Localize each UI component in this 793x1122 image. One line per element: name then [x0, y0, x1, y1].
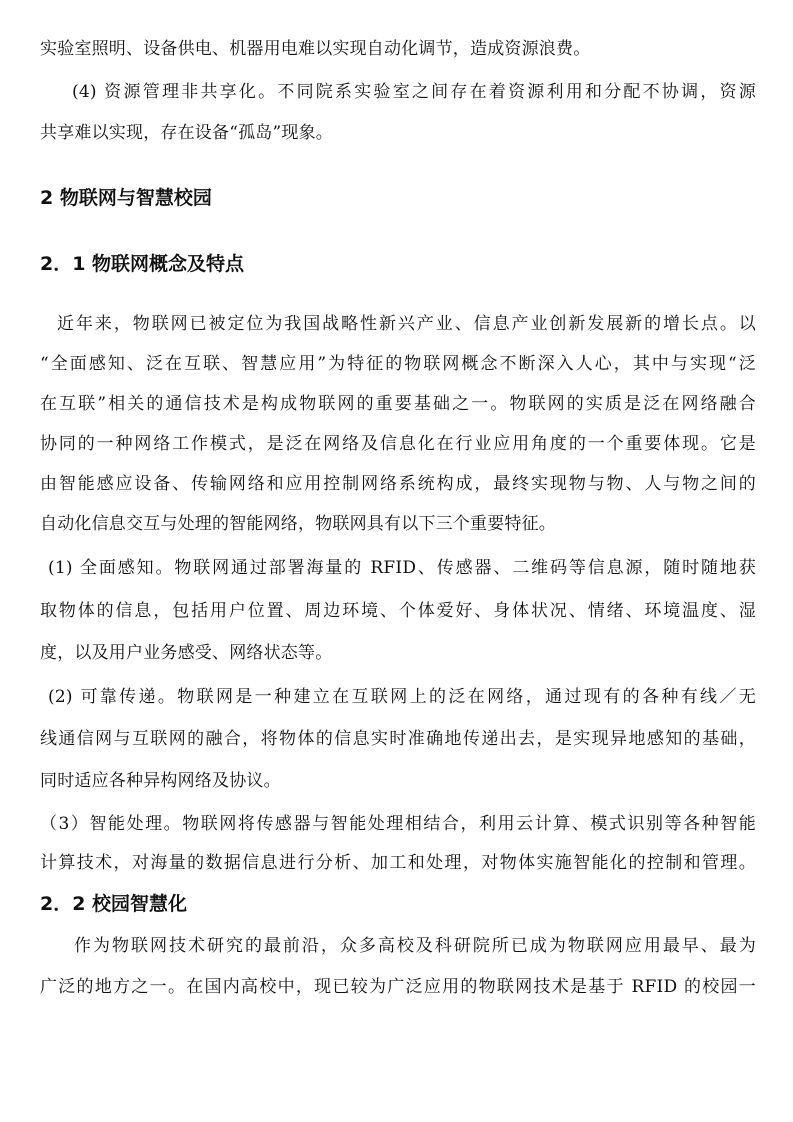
feature-3-line: 计算技术，对海量的数据信息进行分析、加工和处理，对物体实施智能化的控制和管理。 [40, 853, 756, 873]
intro-tail-line: 实验室照明、设备供电、机器用电难以实现自动化调节，造成资源浪费。 [40, 39, 591, 59]
item4-line: 共享难以实现，存在设备“孤岛”现象。 [40, 123, 333, 143]
feature-3-line: （3）智能处理。物联网将传感器与智能处理相结合，利用云计算、模式识别等各种智能 [40, 814, 756, 834]
paragraph-line: 在互联”相关的通信技术是构成物联网的重要基础之一。物联网的实质是泛在网络融合 [40, 394, 756, 414]
feature-1-line: 取物体的信息，包括用户位置、周边环境、个体爱好、身体状况、情绪、环境温度、湿 [40, 601, 756, 621]
feature-1-line: 度，以及用户业务感受、网络状态等。 [40, 643, 333, 663]
paragraph-line: 近年来，物联网已被定位为我国战略性新兴产业、信息产业创新发展新的增长点。以 [57, 314, 756, 334]
paragraph-line: 由智能感应设备、传输网络和应用控制网络系统构成，最终实现物与物、人与物之间的 [40, 474, 756, 494]
paragraph-line: 自动化信息交互与处理的智能网络，物联网具有以下三个重要特征。 [40, 514, 556, 534]
feature-1-line: (1) 全面感知。物联网通过部署海量的 RFID、传感器、二维码等信息源，随时随地获 [48, 558, 756, 578]
feature-2-line: 同时适应各种异构网络及协议。 [40, 771, 281, 791]
paragraph-line: 作为物联网技术研究的最前沿，众多高校及科研院所已成为物联网应用最早、最为 [74, 936, 756, 956]
section-2-2-heading: 2．2 校园智慧化 [40, 893, 188, 915]
section-2-1-heading: 2．1 物联网概念及特点 [40, 253, 245, 275]
paragraph-line: “全面感知、泛在互联、智慧应用”为特征的物联网概念不断深入人心，其中与实现“泛 [40, 354, 756, 374]
feature-2-line: 线通信网与互联网的融合，将物体的信息实时准确地传递出去，是实现异地感知的基础， [40, 729, 756, 749]
paragraph-line: 广泛的地方之一。在国内高校中，现已较为广泛应用的物联网技术是基于 RFID 的校园一 [40, 977, 756, 997]
paragraph-line: 协同的一种网络工作模式，是泛在网络及信息化在行业应用角度的一个重要体现。它是 [40, 434, 756, 454]
feature-2-line: (2) 可靠传递。物联网是一种建立在互联网上的泛在网络，通过现有的各种有线／无 [48, 687, 756, 707]
item4-line: (4) 资源管理非共享化。不同院系实验室之间存在着资源利用和分配不协调，资源 [72, 82, 756, 102]
section-2-heading: 2 物联网与智慧校园 [40, 187, 212, 209]
